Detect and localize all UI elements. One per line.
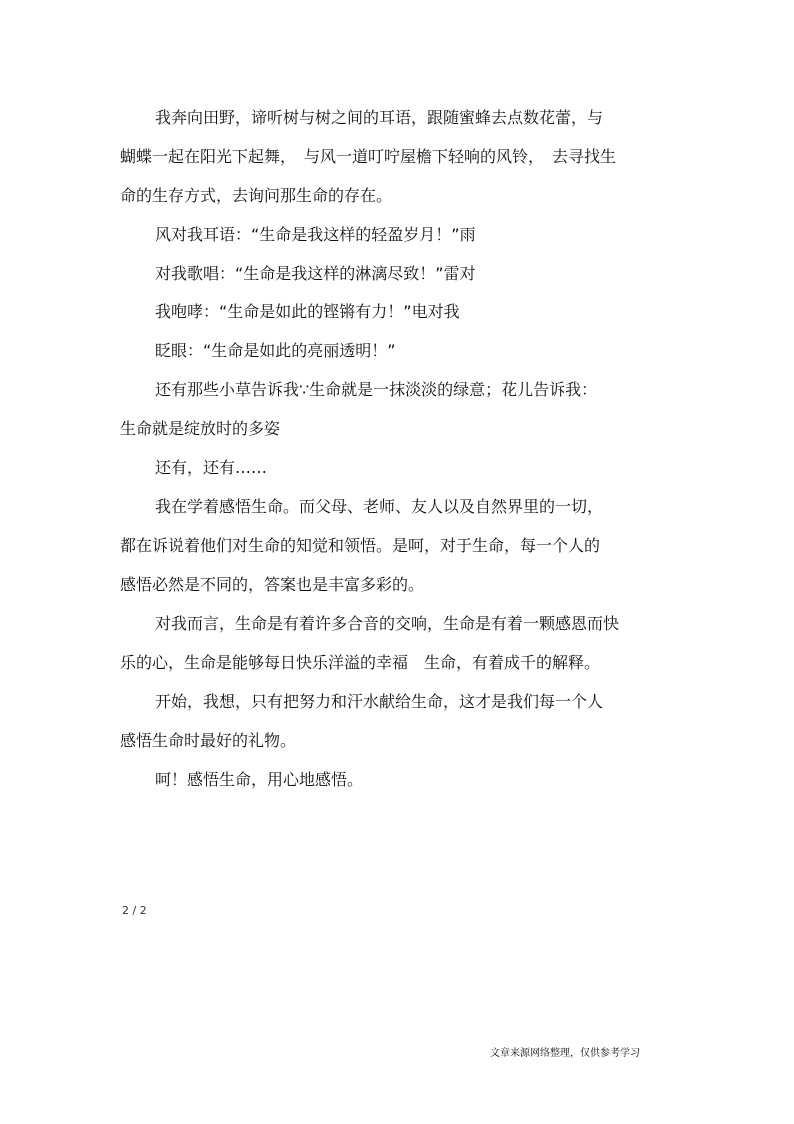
paragraph-line: 对我歌唱：“生命是我这样的淋漓尽致！”雷对 — [155, 264, 476, 283]
paragraph-line: 感悟生命时最好的礼物。 — [120, 731, 297, 750]
page-number: 2 / 2 — [122, 904, 147, 917]
paragraph-line: 对我而言，生命是有着许多合音的交响，生命是有着一颗感恩而快 — [155, 614, 620, 633]
paragraph-line: 都在诉说着他们对生命的知觉和领悟。是呵，对于生命，每一个人的 — [120, 536, 601, 555]
paragraph-line: 生命就是绽放时的多姿 — [120, 419, 281, 438]
paragraph-line: 命的生存方式，去询问那生命的存在。 — [120, 186, 393, 205]
paragraph-line: 开始，我想，只有把努力和汗水献给生命，这才是我们每一个人 — [155, 692, 604, 711]
paragraph-line: 我奔向田野，谛听树与树之间的耳语，跟随蜜蜂去点数花蕾，与 — [155, 108, 604, 127]
paragraph-line: 还有，还有…… — [155, 458, 268, 477]
paragraph-line: 感悟必然是不同的，答案也是丰富多彩的。 — [120, 575, 425, 594]
paragraph-line: 乐的心，生命是能够每日快乐洋溢的幸福 生命，有着成千的解释。 — [120, 653, 601, 672]
footer-note: 文章来源网络整理，仅供参考学习 — [490, 1048, 640, 1059]
paragraph-line: 我在学着感悟生命。而父母、老师、友人以及自然界里的一切， — [155, 497, 604, 516]
paragraph-line: 还有那些小草告诉我∵生命就是一抹淡淡的绿意；花儿告诉我： — [155, 380, 598, 399]
paragraph-line: 眨眼：“生命是如此的亮丽透明！” — [155, 341, 396, 360]
paragraph-line: 呵！感悟生命，用心地感悟。 — [155, 770, 364, 789]
paragraph-line: 我咆哮：“生命是如此的铿锵有力！”电对我 — [155, 302, 460, 321]
paragraph-line: 风对我耳语：“生命是我这样的轻盈岁月！”雨 — [155, 225, 476, 244]
paragraph-line: 蝴蝶一起在阳光下起舞， 与风一道叮咛屋檐下轻响的风铃， 去寻找生 — [120, 147, 617, 166]
